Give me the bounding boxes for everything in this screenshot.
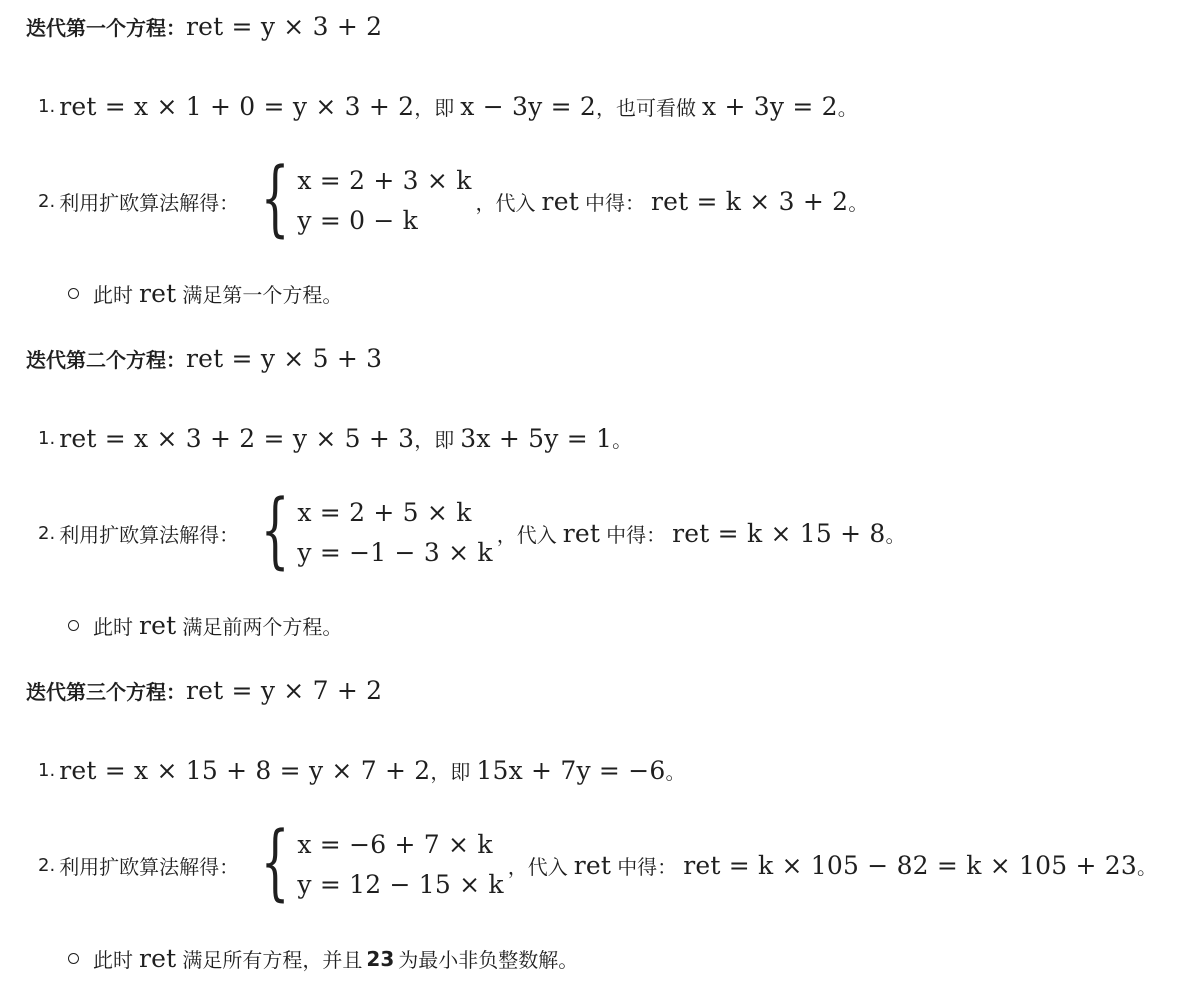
text: 中得： xyxy=(606,522,667,547)
text: ，即 xyxy=(430,760,471,784)
section-1-note xyxy=(68,279,342,308)
section-1-step-1 xyxy=(38,92,858,121)
system-line-2: y = 12 − 15 × k xyxy=(297,870,504,899)
system-line-1: x = 2 + 3 × k xyxy=(297,166,472,195)
math-expression: ret xyxy=(573,850,612,880)
left-brace-icon: { xyxy=(260,815,290,910)
list-number: 1. xyxy=(38,96,56,117)
text: 满足前两个方程。 xyxy=(182,615,343,639)
section-1-step-2 xyxy=(38,151,869,246)
text: 。 xyxy=(665,760,686,784)
list-number: 2. xyxy=(38,190,56,212)
math-expression: ret = x × 15 + 8 = y × 7 + 2 xyxy=(59,756,431,785)
text: 此时 xyxy=(93,948,133,972)
math-expression: ret = k × 15 + 8 xyxy=(672,518,886,548)
section-1-equation: ret = y × 3 + 2 xyxy=(186,12,383,41)
equation-system xyxy=(249,483,493,578)
text: 此时 xyxy=(93,615,133,639)
math-expression: x + 3y = 2 xyxy=(702,92,838,121)
section-1-title: 迭代第一个方程： xyxy=(26,16,186,40)
list-number: 2. xyxy=(38,854,56,876)
text: ，也可看做 xyxy=(596,96,696,120)
system-line-2: y = −1 − 3 × k xyxy=(297,538,493,567)
equation-system xyxy=(249,815,504,910)
math-expression: x − 3y = 2 xyxy=(460,92,596,121)
text: ，代入 xyxy=(507,854,568,879)
section-3-heading xyxy=(26,676,382,705)
math-expression: ret = k × 105 − 82 = k × 105 + 23 xyxy=(683,850,1137,880)
text: 中得： xyxy=(617,854,678,879)
text: 。 xyxy=(612,428,633,452)
text: 。 xyxy=(885,522,906,547)
math-expression: ret = x × 1 + 0 = y × 3 + 2 xyxy=(59,92,415,121)
math-expression: ret xyxy=(139,279,177,308)
text: 满足所有方程，并且 xyxy=(182,948,363,972)
left-brace-icon: { xyxy=(260,151,290,246)
list-number: 1. xyxy=(38,760,56,781)
section-2-heading xyxy=(26,344,382,373)
section-3-step-1 xyxy=(38,756,685,785)
text: ，代入 xyxy=(475,190,536,215)
list-number: 1. xyxy=(38,428,56,449)
section-3-note xyxy=(68,944,578,973)
text: 。 xyxy=(848,190,869,215)
section-3-title: 迭代第三个方程： xyxy=(26,680,186,704)
system-line-2: y = 0 − k xyxy=(297,206,419,235)
system-line-1: x = 2 + 5 × k xyxy=(297,498,472,527)
equation-system xyxy=(249,151,472,246)
text: ，代入 xyxy=(496,522,557,547)
text: ，即 xyxy=(414,428,455,452)
text: 利用扩欧算法解得： xyxy=(59,190,240,215)
section-2-equation: ret = y × 5 + 3 xyxy=(186,344,383,373)
math-expression: ret = x × 3 + 2 = y × 5 + 3 xyxy=(59,424,415,453)
math-expression: 3x + 5y = 1 xyxy=(460,424,613,453)
section-2-title: 迭代第二个方程： xyxy=(26,348,186,372)
math-expression: 15x + 7y = −6 xyxy=(476,756,666,785)
section-3-step-2 xyxy=(38,815,1157,910)
hollow-bullet-icon xyxy=(68,288,79,299)
hollow-bullet-icon xyxy=(68,953,79,964)
text: 。 xyxy=(837,96,858,120)
section-2-note xyxy=(68,611,342,640)
highlighted-number: 23 xyxy=(366,946,395,971)
section-2-step-1 xyxy=(38,424,632,453)
section-2-step-2 xyxy=(38,483,906,578)
section-3-equation: ret = y × 7 + 2 xyxy=(186,676,383,705)
text: 满足第一个方程。 xyxy=(182,283,343,307)
system-line-1: x = −6 + 7 × k xyxy=(297,830,493,859)
math-expression: ret xyxy=(139,944,177,973)
left-brace-icon: { xyxy=(260,483,290,578)
hollow-bullet-icon xyxy=(68,620,79,631)
text: 利用扩欧算法解得： xyxy=(59,854,240,879)
text: 此时 xyxy=(93,283,133,307)
text: 。 xyxy=(1136,854,1157,879)
section-1-heading xyxy=(26,12,382,41)
list-number: 2. xyxy=(38,522,56,544)
text: 为最小非负整数解。 xyxy=(398,948,579,972)
math-expression: ret xyxy=(541,186,579,216)
math-expression: ret = k × 3 + 2 xyxy=(650,186,849,216)
text: ，即 xyxy=(414,96,455,120)
math-expression: ret xyxy=(139,611,177,640)
text: 利用扩欧算法解得： xyxy=(59,522,240,547)
math-expression: ret xyxy=(562,518,601,548)
text: 中得： xyxy=(584,190,645,215)
